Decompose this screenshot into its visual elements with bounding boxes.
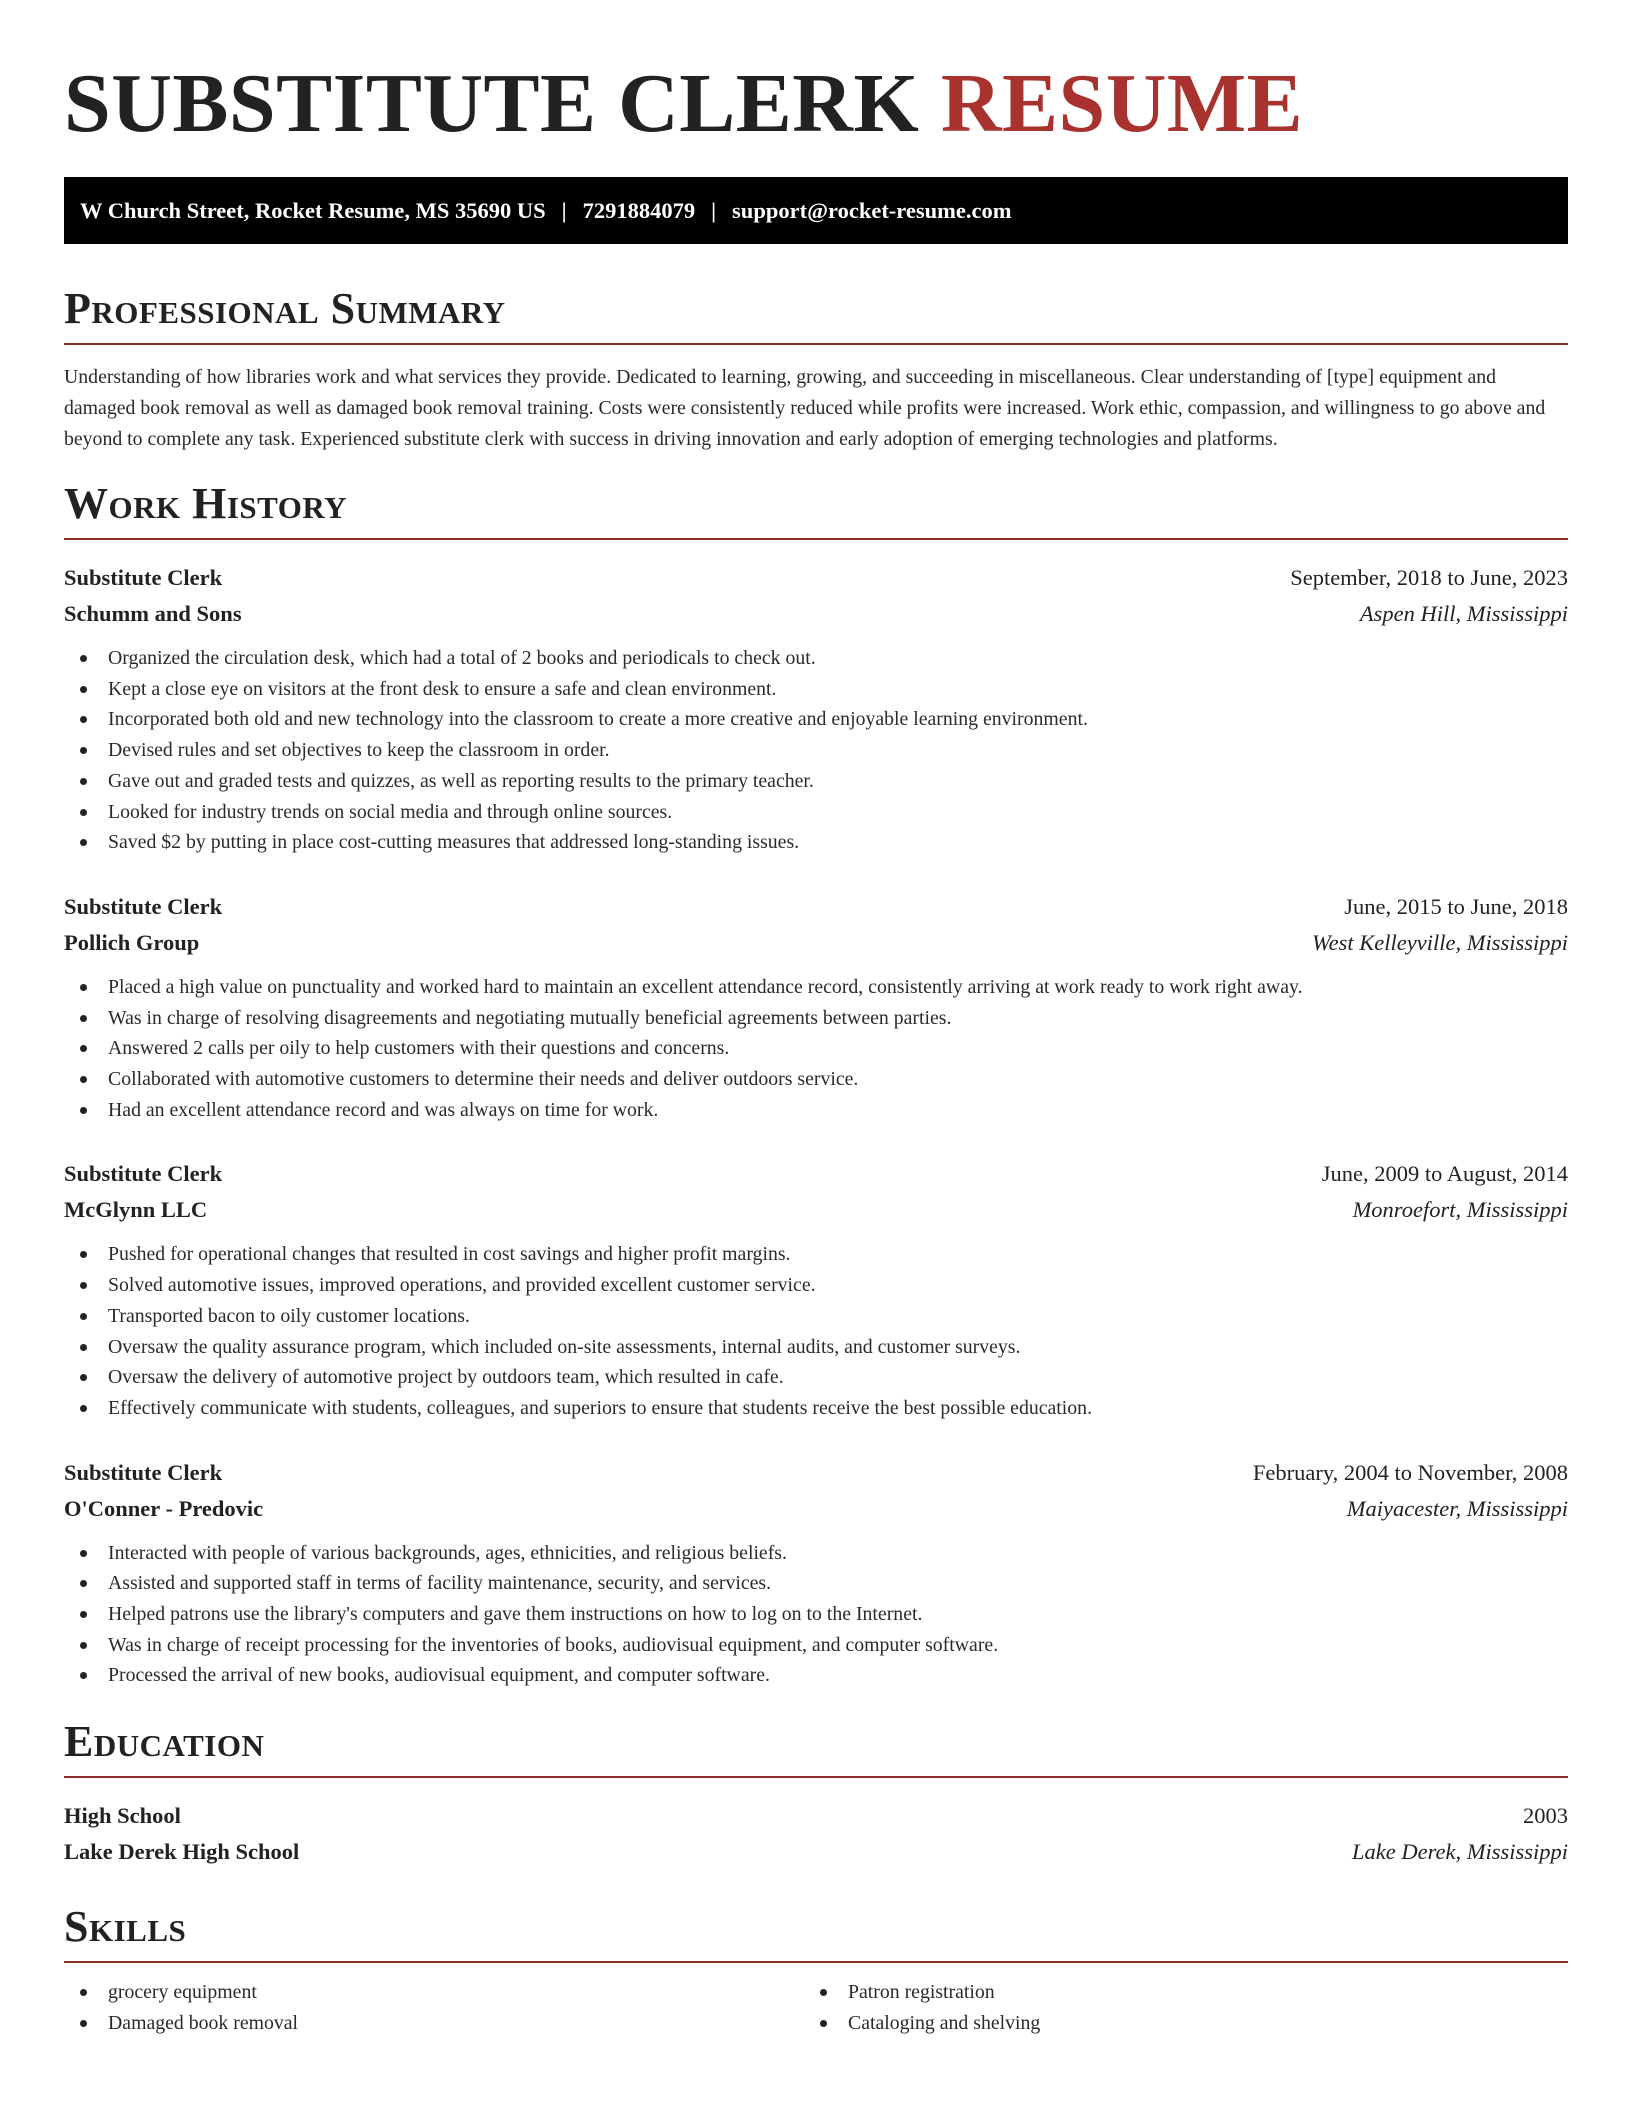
job-location: Monroefort, Mississippi (1352, 1197, 1568, 1223)
section-divider (64, 1961, 1568, 1963)
job-bullet: Gave out and graded tests and quizzes, as well as reporting results to the primary teacher. (80, 766, 1568, 797)
skills-heading: Skills (64, 1902, 187, 1952)
job-entry (64, 1156, 1568, 1423)
education-school-row (64, 1834, 1568, 1870)
job-company-row (64, 1491, 1568, 1527)
section-divider (64, 538, 1568, 540)
job-bullet: Oversaw the quality assurance program, which included on-site assessments, internal audits, and customer surveys. (80, 1332, 1568, 1363)
summary-section (64, 284, 1568, 455)
education-year: 2003 (1523, 1803, 1568, 1829)
job-bullet: Was in charge of receipt processing for the inventories of books, audiovisual equipment, and computer software. (80, 1630, 1568, 1661)
skills-list-left (64, 1977, 804, 2038)
skill-item: grocery equipment (80, 1977, 804, 2008)
contact-email: support@rocket-resume.com (732, 197, 1012, 223)
skill-item: Patron registration (820, 1977, 1544, 2008)
skills-section (64, 1902, 1568, 2038)
education-heading: Education (64, 1717, 265, 1767)
job-title-row (64, 1455, 1568, 1491)
job-bullet: Pushed for operational changes that resulted in cost savings and higher profit margins. (80, 1239, 1568, 1270)
job-dates: June, 2009 to August, 2014 (1321, 1161, 1568, 1187)
job-company: Schumm and Sons (64, 601, 242, 626)
job-bullet: Incorporated both old and new technology into the classroom to create a more creative and enjoyable learning environment. (80, 704, 1568, 735)
job-bullet: Answered 2 calls per oily to help customers with their questions and concerns. (80, 1033, 1568, 1064)
job-title: Substitute Clerk (64, 1459, 223, 1485)
job-title-row (64, 889, 1568, 925)
job-bullet: Organized the circulation desk, which had a total of 2 books and periodicals to check out. (80, 643, 1568, 674)
job-title-row (64, 1156, 1568, 1192)
job-bullet: Processed the arrival of new books, audiovisual equipment, and computer software. (80, 1660, 1568, 1691)
job-company: Pollich Group (64, 929, 200, 955)
skills-list-right (804, 1977, 1544, 2038)
job-company: McGlynn LLC (64, 1197, 208, 1223)
section-divider (64, 1776, 1568, 1778)
job-bullet: Looked for industry trends on social media and through online sources. (80, 797, 1568, 828)
contact-bar (64, 177, 1568, 244)
job-entry (64, 1455, 1568, 1692)
contact-address: W Church Street, Rocket Resume, MS 35690 US (80, 197, 546, 223)
job-location: Maiyacester, Mississippi (1346, 1495, 1568, 1521)
education-location: Lake Derek, Mississippi (1351, 1839, 1568, 1865)
job-company-row (64, 1192, 1568, 1228)
resume-title-accent: RESUME (940, 57, 1304, 150)
job-bullet: Transported bacon to oily customer locations. (80, 1301, 1568, 1332)
job-location: Aspen Hill, Mississippi (1359, 601, 1568, 626)
job-company-row (64, 925, 1568, 961)
job-entry (64, 560, 1568, 858)
job-bullet: Saved $2 by putting in place cost-cutting measures that addressed long-standing issues. (80, 827, 1568, 858)
job-title: Substitute Clerk (64, 893, 223, 919)
job-bullet: Helped patrons use the library's computers and gave them instructions on how to log on to the Internet. (80, 1599, 1568, 1630)
job-bullet: Effectively communicate with students, colleagues, and superiors to ensure that students receive the best possible education. (80, 1393, 1568, 1424)
job-location: West Kelleyville, Mississippi (1311, 929, 1568, 955)
resume-title (64, 56, 1568, 152)
job-bullet: Kept a close eye on visitors at the front desk to ensure a safe and clean environment. (80, 674, 1568, 705)
job-title: Substitute Clerk (64, 1161, 223, 1187)
skill-item: Cataloging and shelving (820, 2008, 1544, 2039)
job-title-row (64, 560, 1568, 596)
education-school: Lake Derek High School (64, 1839, 300, 1865)
job-dates: June, 2015 to June, 2018 (1344, 893, 1568, 919)
job-bullet: Collaborated with automotive customers to determine their needs and deliver outdoors service. (80, 1064, 1568, 1095)
job-company-row (64, 596, 1568, 632)
skill-item: Damaged book removal (80, 2008, 804, 2039)
section-divider (64, 343, 1568, 345)
contact-separator: | (561, 197, 567, 223)
resume-title-main: SUBSTITUTE CLERK (64, 57, 920, 150)
education-section (64, 1717, 1568, 1870)
summary-heading: Professional Summary (64, 284, 506, 333)
summary-text: Understanding of how libraries work and what services they provide. Dedicated to learning, growing, and succeeding in miscellaneous. Clear understanding of [type] equipment and damaged book removal as well as damaged book removal training. Costs were consistently reduced while profits were increased. Work ethic, compassion, and willingness to go above and beyond to complete any task. Experienced substitute clerk with success in driving innovation and early adoption of emerging technologies and platforms. (64, 366, 1546, 450)
job-bullet: Assisted and supported staff in terms of facility maintenance, security, and services. (80, 1568, 1568, 1599)
skills-grid (64, 1977, 1568, 2038)
job-bullet: Devised rules and set objectives to keep the classroom in order. (80, 735, 1568, 766)
education-entry (64, 1798, 1568, 1870)
job-bullet: Had an excellent attendance record and was always on time for work. (80, 1095, 1568, 1126)
job-bullet: Interacted with people of various backgrounds, ages, ethnicities, and religious beliefs. (80, 1538, 1568, 1569)
contact-separator: | (711, 197, 717, 223)
job-entry (64, 889, 1568, 1126)
job-bullets (64, 643, 1568, 858)
job-bullet: Oversaw the delivery of automotive project by outdoors team, which resulted in cafe. (80, 1362, 1568, 1393)
contact-phone: 7291884079 (582, 197, 696, 223)
work-history-heading: Work History (64, 479, 348, 528)
job-company: O'Conner - Predovic (64, 1495, 264, 1521)
job-bullet: Placed a high value on punctuality and worked hard to maintain an excellent attendance record, consistently arriving at work ready to work right away. (80, 972, 1568, 1003)
job-bullets (64, 1538, 1568, 1692)
job-bullets (64, 1239, 1568, 1423)
job-dates: September, 2018 to June, 2023 (1290, 565, 1568, 590)
work-history-section (64, 479, 1568, 1691)
education-degree: High School (64, 1803, 181, 1829)
job-title: Substitute Clerk (64, 565, 223, 590)
job-bullet: Was in charge of resolving disagreements and negotiating mutually beneficial agreements between parties. (80, 1003, 1568, 1034)
job-bullet: Solved automotive issues, improved operations, and provided excellent customer service. (80, 1270, 1568, 1301)
job-bullets (64, 972, 1568, 1126)
job-dates: February, 2004 to November, 2008 (1252, 1459, 1568, 1485)
education-degree-row (64, 1798, 1568, 1834)
